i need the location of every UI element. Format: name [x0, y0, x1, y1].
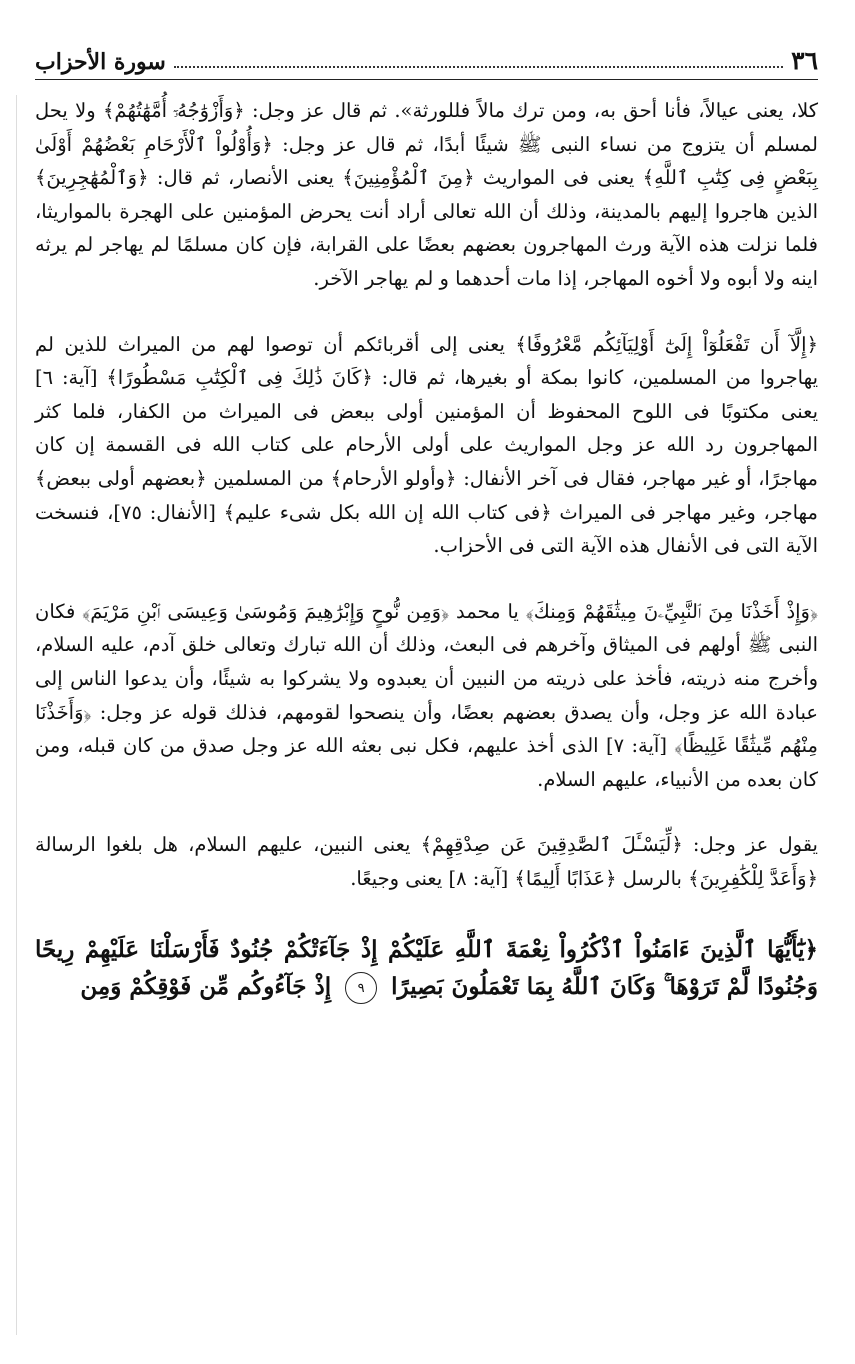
- surah-title: سورة الأحزاب: [35, 49, 166, 75]
- paragraph-2: ﴿إِلَّآ أَن تَفْعَلُوٓاْ إِلَىٰٓ أَوْلِيَآئِكُم مَّعْرُوفًا﴾ يعنى إلى أقربائكم أن توصوا لهم من الميراث للذين لم يهاجروا من المسلمين، كانوا بمكة أو بغيرها، ثم قال: ﴿كَانَ ذَٰلِكَ فِى ٱلْكِتَٰبِ مَسْطُورًا﴾ [آية: ٦] يعنى مكتوبًا فى اللوح المحفوظ أن المؤمنين أولى ببعض فى الميراث من الكفار، فلما كثر المهاجرون رد الله عز وجل المواريث على أولى الأرحام على كتاب الله فى القسمة إن كان مهاجرًا، أو غير مهاجر، فقال فى آخر الأنفال: ﴿وأولو الأرحام﴾ من المسلمين ﴿بعضهم أولى ببعض﴾ مهاجر، وغير مهاجر فى الميراث ﴿فى كتاب الله إن الله بكل شىء عليم﴾ [الأنفال: ٧٥]، فنسخت الآية التى فى الأنفال هذه الآية التى فى الأحزاب.: [35, 332, 818, 558]
- ayah-number-marker: ٩: [345, 972, 377, 1004]
- paragraph-1: كلا، يعنى عيالاً، فأنا أحق به، ومن ترك مالاً فللورثة». ثم قال عز وجل: ﴿وَأَزْوَٰجُهُۥٓ أُمَّهَٰتُهُمْ﴾ ولا يحل لمسلم أن يتزوج من نساء النبى ﷺ شيئًا أبدًا، ثم قال عز وجل: ﴿وَأُوْلُواْ ٱلْأَرْحَامِ بَعْضُهُمْ أَوْلَىٰ بِبَعْضٍ فِى كِتَٰبِ ٱللَّهِ﴾ يعنى فى المواريث ﴿مِنَ ٱلْمُؤْمِنِينَ﴾ يعنى الأنصار، ثم قال: ﴿وَٱلْمُهَٰجِرِينَ﴾ الذين هاجروا إليهم بالمدينة، وذلك أن الله تعالى أراد أنت يحرض المؤمنين على الهجرة بالمواريثا، فلما نزلت هذه الآية ورث المهاجرون بعضهم بعضًا على القرابة، فإن كان مسلمًا لم يهاجر لم يرثه اينه ولا أبوه ولا أخوه المهاجر، إذا مات أحدهما و لم يهاجر الآخر.: [35, 99, 818, 290]
- page-number: ٣٦: [791, 46, 818, 75]
- quran-verse: [35, 931, 818, 1005]
- header-dotted-leader: [174, 65, 783, 68]
- verse-text: ﴿يَٰٓأَيُّهَا ٱلَّذِينَ ءَامَنُواْ ٱذْكُرُواْ نِعْمَةَ ٱللَّهِ عَلَيْكُمْ إِذْ جَآءَتْكُمْ جُنُودٌ فَأَرْسَلْنَا عَلَيْهِمْ رِيحًا وَجُنُودًا لَّمْ تَرَوْهَا ۚ وَكَانَ ٱللَّهُ بِمَا تَعْمَلُونَ بَصِيرًا: [35, 936, 818, 1001]
- verse-continuation: إِذْ جَآءُوكُم مِّن فَوْقِكُمْ وَمِن: [80, 973, 332, 1001]
- page-header: [35, 40, 818, 80]
- book-page: [35, 40, 818, 1350]
- paragraph-3: ﴿وَإِذْ أَخَذْنَا مِنَ ٱلنَّبِيِّۦنَ مِيثَٰقَهُمْ وَمِنكَ﴾ يا محمد ﴿وَمِن نُّوحٍ وَإِبْرَٰهِيمَ وَمُوسَىٰ وَعِيسَى ٱبْنِ مَرْيَمَ﴾ فكان النبى ﷺ أولهم فى الميثاق وآخرهم فى البعث، وذلك أن الله تبارك وتعالى خلق آدم، عليه السلام، وأخرج منه ذريته، فأخذ على ذريته من النبين أن يعبدوه ولا يشركوا به شيئًا، وأن يدعوا الناس إلى عبادة الله عز وجل، وأن يصدق بعضهم بعضًا، وأن ينصحوا لقومهم، فذلك قوله عز وجل: ﴿وَأَخَذْنَا مِنْهُم مِّيثَٰقًا غَلِيظًا﴾ [آية: ٧] الذى أخذ عليهم، فكل نبى بعثه الله عز وجل صدق من كان قبله، ومن كان بعده من الأنبياء، عليهم السلام.: [35, 599, 819, 791]
- paragraph-4: يقول عز وجل: ﴿لِّيَسْـَٔلَ ٱلصَّٰدِقِينَ عَن صِدْقِهِمْ﴾ يعنى النبين، عليهم السلام، هل بلغوا الرسالة ﴿وَأَعَدَّ لِلْكَٰفِرِينَ﴾ بالرسل ﴿عَذَابًا أَلِيمًا﴾ [آية: ٨] يعنى وجيعًا.: [35, 833, 818, 890]
- page-edge-line: [16, 95, 17, 1335]
